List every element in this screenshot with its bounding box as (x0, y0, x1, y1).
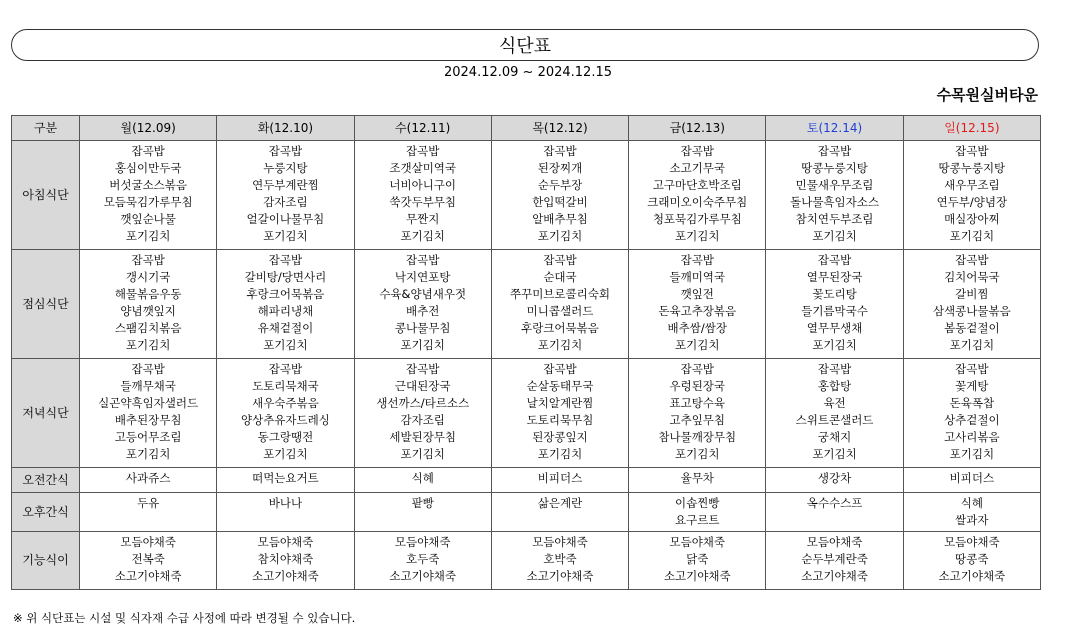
menu-item: 순두부계란죽 (801, 552, 868, 566)
menu-item: 모듬야채죽 (120, 535, 176, 549)
menu-item: 무짠지 (406, 212, 440, 226)
header-row (12, 116, 1041, 141)
menu-row-dinner (12, 359, 1041, 468)
menu-item: 쑥갓두부무침 (389, 195, 457, 209)
title-banner (11, 29, 1039, 61)
menu-item: 홍심이만두국 (114, 161, 182, 175)
menu-item: 상추겉절이 (944, 413, 1000, 427)
menu-cell-lunch-fri (629, 250, 766, 359)
menu-item: 참치연두부조림 (795, 212, 874, 226)
menu-item: 포기김치 (263, 229, 308, 243)
menu-item: 땅콩누룽지탕 (801, 161, 868, 175)
menu-item: 스팸김치볶음 (114, 321, 182, 335)
menu-cell-lunch-tue (217, 250, 354, 359)
menu-item: 배추된장무침 (114, 413, 182, 427)
menu-item: 소고기야채죽 (526, 569, 594, 583)
day-header-thu: 목(12.12) (491, 116, 628, 141)
menu-cell-dinner-tue (217, 359, 354, 468)
menu-item: 낙지연포탕 (394, 270, 451, 284)
menu-item: 양념깻잎지 (120, 304, 176, 318)
menu-item: 콩나물무침 (394, 321, 451, 335)
menu-cell-dinner-sun (903, 359, 1040, 468)
menu-item: 모듬야채죽 (257, 535, 314, 549)
day-header-mon: 월(12.09) (80, 116, 217, 141)
page-title: 식단표 (498, 36, 552, 57)
menu-item: 포기김치 (537, 338, 583, 352)
menu-item: 갈비탕/당면사리 (244, 270, 327, 284)
menu-cell-special-diet-fri (629, 532, 766, 590)
menu-item: 참나물깨장무침 (658, 430, 737, 444)
menu-item: 순살동태무국 (526, 379, 594, 393)
menu-item: 잡곡밥 (817, 362, 852, 376)
menu-cell-breakfast-sat (766, 141, 903, 250)
menu-cell-morning-snack-wed (354, 468, 491, 493)
day-header-fri: 금(12.13) (629, 116, 766, 141)
menu-item: 포기김치 (675, 338, 720, 352)
menu-item: 잡곡밥 (955, 144, 989, 158)
day-header-wed: 수(12.11) (354, 116, 491, 141)
menu-item: 표고탕수육 (669, 396, 726, 410)
menu-item: 율무차 (680, 471, 714, 485)
category-header: 구분 (12, 116, 80, 141)
menu-item: 해파리냉채 (257, 304, 314, 318)
menu-item: 잡곡밥 (680, 144, 714, 158)
menu-item: 잡곡밥 (131, 144, 165, 158)
menu-item: 쌀과자 (955, 513, 989, 527)
meal-label: 오후간식 (12, 493, 80, 532)
menu-item: 갱시기국 (125, 270, 171, 284)
menu-item: 포기김치 (812, 229, 857, 243)
menu-item: 전복죽 (131, 552, 165, 566)
menu-item: 호박죽 (543, 552, 577, 566)
menu-item: 매실장아찌 (944, 212, 1000, 226)
menu-item: 삼색콩나물볶음 (932, 304, 1011, 318)
menu-cell-afternoon-snack-sat (766, 493, 903, 532)
menu-cell-dinner-sat (766, 359, 903, 468)
menu-item: 모듬야채죽 (944, 535, 1000, 549)
menu-item: 들깨무채국 (120, 379, 176, 393)
menu-item: 포기김치 (400, 229, 445, 243)
menu-item: 떠먹는요거트 (252, 471, 319, 485)
menu-item: 날치알계란찜 (526, 396, 594, 410)
menu-cell-dinner-wed (354, 359, 491, 468)
meal-label: 오전간식 (12, 468, 80, 493)
menu-period: 2024.12.09 ~ 2024.12.15 (443, 65, 613, 80)
menu-cell-morning-snack-sun (903, 468, 1040, 493)
menu-item: 누룽지탕 (263, 161, 308, 175)
menu-item: 소고기야채죽 (114, 569, 182, 583)
menu-item: 두유 (137, 496, 160, 510)
menu-item: 연두부/양념장 (936, 195, 1008, 209)
menu-item: 포기김치 (125, 447, 171, 461)
menu-item: 닭죽 (686, 552, 709, 566)
menu-item: 소고기야채죽 (801, 569, 868, 583)
menu-item: 잡곡밥 (680, 362, 714, 376)
menu-item: 삶은계란 (537, 496, 583, 510)
menu-item: 비피더스 (949, 471, 995, 485)
menu-table (11, 115, 1041, 590)
day-header-sat: 토(12.14) (766, 116, 903, 141)
menu-cell-lunch-sat (766, 250, 903, 359)
menu-cell-morning-snack-fri (629, 468, 766, 493)
menu-item: 알배추무침 (532, 212, 588, 226)
menu-item: 소고기야채죽 (938, 569, 1006, 583)
menu-item: 꽃게탕 (955, 379, 989, 393)
menu-item: 모듬야채죽 (532, 535, 588, 549)
menu-item: 해물볶음우동 (114, 287, 182, 301)
menu-item: 수육&양념새우젓 (379, 287, 467, 301)
menu-item: 포기김치 (125, 229, 171, 243)
menu-item: 돌나물흑임자소스 (790, 195, 879, 209)
menu-cell-special-diet-tue (217, 532, 354, 590)
menu-item: 배추쌈/쌈장 (667, 321, 727, 335)
menu-item: 잡곡밥 (543, 144, 577, 158)
menu-item: 잡곡밥 (543, 253, 577, 267)
menu-item: 포기김치 (125, 338, 171, 352)
menu-item: 생강차 (817, 471, 852, 485)
menu-item: 청포묵김가루무침 (652, 212, 742, 226)
menu-cell-afternoon-snack-wed (354, 493, 491, 532)
menu-item: 포기김치 (400, 338, 445, 352)
menu-cell-lunch-wed (354, 250, 491, 359)
menu-item: 소고기야채죽 (389, 569, 457, 583)
menu-item: 고구마단호박조림 (652, 178, 742, 192)
organization-name: 수목원실버타운 (936, 86, 1038, 104)
menu-item: 땅콩죽 (955, 552, 989, 566)
menu-item: 열무된장국 (806, 270, 863, 284)
meal-label: 기능식이 (12, 532, 80, 590)
menu-cell-afternoon-snack-sun (903, 493, 1040, 532)
menu-row-lunch (12, 250, 1041, 359)
menu-item: 포기김치 (537, 447, 583, 461)
menu-item: 새우무조림 (944, 178, 1000, 192)
menu-item: 얼갈이나물무침 (246, 212, 325, 226)
menu-cell-breakfast-thu (491, 141, 628, 250)
menu-item: 포기김치 (949, 229, 995, 243)
menu-item: 된장콩잎지 (532, 430, 588, 444)
menu-item: 조갯살미역국 (389, 161, 457, 175)
menu-item: 감자조림 (400, 413, 445, 427)
footnote: ※ 위 식단표는 시설 및 식자재 수급 사정에 따라 변경될 수 있습니다. (13, 611, 356, 625)
menu-item: 도토리묵채국 (252, 379, 319, 393)
menu-cell-breakfast-tue (217, 141, 354, 250)
menu-item: 포기김치 (675, 447, 720, 461)
menu-cell-afternoon-snack-tue (217, 493, 354, 532)
menu-item: 한입떡갈비 (532, 195, 588, 209)
menu-item: 포기김치 (400, 447, 445, 461)
menu-row-special-diet (12, 532, 1041, 590)
menu-cell-morning-snack-tue (217, 468, 354, 493)
menu-item: 포기김치 (949, 447, 995, 461)
menu-item: 포기김치 (812, 447, 857, 461)
menu-item: 도토리묵무침 (526, 413, 594, 427)
menu-cell-special-diet-sun (903, 532, 1040, 590)
menu-cell-morning-snack-mon (80, 468, 217, 493)
menu-row-morning-snack (12, 468, 1041, 493)
menu-item: 홍합탕 (817, 379, 852, 393)
menu-item: 순두부장 (537, 178, 583, 192)
menu-item: 우렁된장국 (669, 379, 726, 393)
menu-cell-afternoon-snack-thu (491, 493, 628, 532)
menu-item: 세발된장무침 (389, 430, 457, 444)
menu-item: 열무무생채 (806, 321, 863, 335)
menu-item: 모듬야채죽 (806, 535, 863, 549)
menu-item: 잡곡밥 (268, 144, 303, 158)
menu-cell-breakfast-sun (903, 141, 1040, 250)
menu-item: 궁채지 (817, 430, 852, 444)
menu-cell-breakfast-fri (629, 141, 766, 250)
menu-cell-dinner-fri (629, 359, 766, 468)
menu-item: 잡곡밥 (543, 362, 577, 376)
menu-item: 옥수수스프 (806, 496, 863, 510)
menu-cell-lunch-thu (491, 250, 628, 359)
menu-item: 포기김치 (812, 338, 857, 352)
menu-item: 너비아니구이 (389, 178, 457, 192)
menu-item: 후랑크어묵볶음 (246, 287, 325, 301)
menu-item: 잡곡밥 (131, 362, 165, 376)
menu-cell-morning-snack-thu (491, 468, 628, 493)
menu-item: 모듬야채죽 (394, 535, 451, 549)
menu-item: 배추전 (406, 304, 440, 318)
menu-item: 잡곡밥 (268, 362, 303, 376)
menu-item: 호두죽 (406, 552, 440, 566)
menu-item: 실곤약흑임자샐러드 (98, 396, 199, 410)
menu-item: 양상추유자드레싱 (240, 413, 330, 427)
meal-label: 점심식단 (12, 250, 80, 359)
menu-cell-special-diet-thu (491, 532, 628, 590)
menu-item: 식혜 (411, 471, 434, 485)
menu-item: 잡곡밥 (955, 362, 989, 376)
menu-item: 포기김치 (263, 447, 308, 461)
menu-item: 소고기무국 (669, 161, 726, 175)
menu-cell-special-diet-wed (354, 532, 491, 590)
menu-item: 연두부계란찜 (252, 178, 319, 192)
menu-item: 육전 (823, 396, 846, 410)
menu-item: 바나나 (268, 496, 303, 510)
menu-item: 순대국 (543, 270, 577, 284)
menu-item: 잡곡밥 (406, 362, 440, 376)
menu-cell-breakfast-wed (354, 141, 491, 250)
menu-item: 버섯굴소스볶음 (109, 178, 188, 192)
menu-item: 잡곡밥 (406, 253, 440, 267)
menu-cell-breakfast-mon (80, 141, 217, 250)
menu-item: 팥빵 (411, 496, 434, 510)
menu-item: 요구르트 (675, 513, 720, 527)
menu-item: 모듬묵김가루무침 (103, 195, 193, 209)
menu-item: 깻잎전 (680, 287, 714, 301)
menu-item: 비피더스 (537, 471, 583, 485)
menu-item: 감자조림 (263, 195, 308, 209)
menu-row-afternoon-snack (12, 493, 1041, 532)
menu-row-breakfast (12, 141, 1041, 250)
menu-item: 깻잎순나물 (120, 212, 176, 226)
menu-item: 들기름막국수 (801, 304, 868, 318)
menu-cell-special-diet-mon (80, 532, 217, 590)
menu-item: 쭈꾸미브로콜리숙회 (509, 287, 610, 301)
menu-item: 근대된장국 (394, 379, 451, 393)
menu-item: 유채겉절이 (257, 321, 314, 335)
menu-item: 잡곡밥 (406, 144, 440, 158)
menu-item: 잡곡밥 (817, 144, 852, 158)
menu-item: 고추잎무침 (669, 413, 726, 427)
menu-item: 참치야채죽 (257, 552, 314, 566)
menu-cell-dinner-mon (80, 359, 217, 468)
menu-item: 후랑크어묵볶음 (521, 321, 599, 335)
meal-label: 아침식단 (12, 141, 80, 250)
menu-cell-morning-snack-sat (766, 468, 903, 493)
menu-item: 갈비찜 (955, 287, 989, 301)
menu-item: 동그랑땡전 (257, 430, 314, 444)
menu-item: 사과쥬스 (125, 471, 171, 485)
menu-item: 잡곡밥 (955, 253, 989, 267)
menu-cell-special-diet-sat (766, 532, 903, 590)
menu-item: 포기김치 (949, 338, 995, 352)
menu-item: 이솝찐빵 (675, 496, 720, 510)
menu-item: 들깨미역국 (669, 270, 726, 284)
menu-cell-afternoon-snack-fri (629, 493, 766, 532)
menu-item: 꽃도리탕 (812, 287, 857, 301)
menu-item: 포기김치 (537, 229, 583, 243)
menu-item: 소고기야채죽 (663, 569, 731, 583)
menu-item: 크래미오이숙주무침 (647, 195, 748, 209)
day-header-tue: 화(12.10) (217, 116, 354, 141)
menu-item: 봄동겉절이 (944, 321, 1000, 335)
menu-item: 새우숙주볶음 (252, 396, 319, 410)
menu-item: 잡곡밥 (817, 253, 852, 267)
menu-item: 잡곡밥 (680, 253, 714, 267)
menu-item: 잡곡밥 (268, 253, 303, 267)
menu-item: 식혜 (960, 496, 983, 510)
day-header-sun: 일(12.15) (903, 116, 1040, 141)
menu-cell-lunch-sun (903, 250, 1040, 359)
menu-cell-dinner-thu (491, 359, 628, 468)
menu-item: 소고기야채죽 (252, 569, 319, 583)
menu-item: 스위트콘샐러드 (795, 413, 874, 427)
menu-item: 민물새우무조림 (795, 178, 874, 192)
menu-cell-lunch-mon (80, 250, 217, 359)
menu-item: 포기김치 (263, 338, 308, 352)
menu-item: 고등어무조림 (114, 430, 182, 444)
menu-cell-afternoon-snack-mon (80, 493, 217, 532)
menu-item: 고사리볶음 (944, 430, 1000, 444)
menu-item: 된장찌개 (537, 161, 583, 175)
menu-item: 미니콥샐러드 (526, 304, 594, 318)
menu-item: 모듬야채죽 (669, 535, 726, 549)
menu-item: 돈육폭찹 (949, 396, 995, 410)
menu-item: 김치어묵국 (944, 270, 1000, 284)
menu-item: 포기김치 (675, 229, 720, 243)
menu-item: 생선까스/타르소스 (376, 396, 470, 410)
meal-label: 저녁식단 (12, 359, 80, 468)
menu-item: 돈육고추장볶음 (658, 304, 737, 318)
menu-item: 잡곡밥 (131, 253, 165, 267)
menu-item: 땅콩누룽지탕 (938, 161, 1006, 175)
